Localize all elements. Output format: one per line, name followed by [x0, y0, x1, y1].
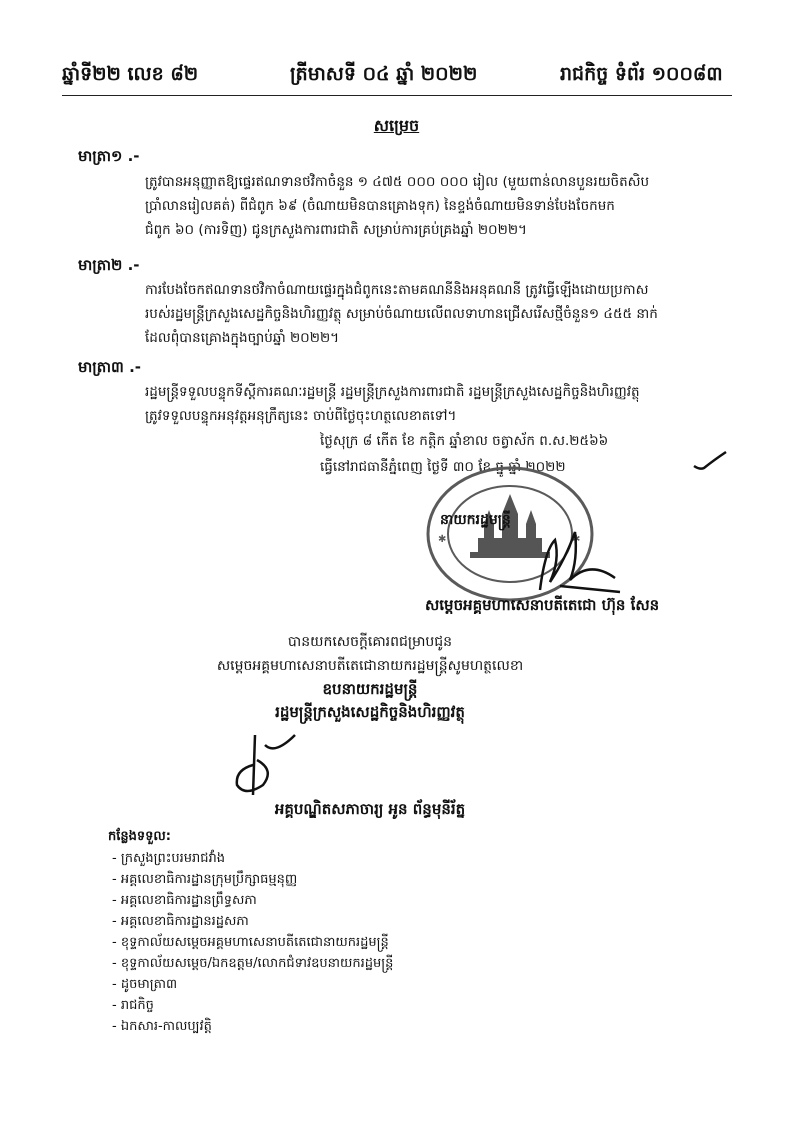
- header-volume: ឆ្នាំទី២២ លេខ ៨២: [62, 63, 199, 85]
- minister-signature-icon: [215, 725, 305, 805]
- article-3-label: មាត្រា៣ .‐: [78, 358, 141, 376]
- article-3-body: [145, 380, 730, 428]
- article-line: ជំពូក ៦០ (ការទិញ) ជូនក្រសួងការពារជាតិ សម្រាប់ការគ្រប់គ្រងឆ្នាំ ២០២២។: [145, 222, 527, 238]
- deputy-pm-title: ឧបនាយករដ្ឋមន្ត្រី: [322, 680, 418, 698]
- cc-item: - អគ្គលេខាធិការដ្ឋានព្រឹទ្ធសភា: [112, 893, 257, 908]
- article-line: រដ្ឋមន្ត្រីទទួលបន្ទុកទីស្តីការគណៈរដ្ឋមន្ត្រី រដ្ឋមន្ត្រីក្រសួងការពារជាតិ រដ្ឋមន្ត្រីក្រសួងសេដ្ឋកិច្ចនិងហិរញ្ញវត្ថុ: [145, 384, 640, 400]
- article-line: ប្រាំលានរៀលគត់) ពីជំពូក ៦៩ (ចំណាយមិនបានគ្រោងទុក) នៃខ្ទង់ចំណាយមិនទាន់បែងចែកមក: [145, 198, 615, 214]
- cc-item: - អគ្គលេខាធិការដ្ឋានរដ្ឋសភា: [112, 914, 249, 929]
- decision-title: សម្រេច: [373, 116, 420, 135]
- header-divider: [62, 95, 732, 96]
- header-quarter: ត្រីមាសទី ០៤ ឆ្នាំ ២០២២: [290, 63, 478, 85]
- cc-item: - រាជកិច្ច: [112, 998, 154, 1013]
- article-line: ការបែងចែកឥណទានថវិកាចំណាយផ្ទេរក្នុងជំពូកនេះតាមគណនីនិងអនុគណនី ត្រូវធ្វើឡើងដោយប្រកាស: [145, 282, 649, 298]
- solar-date: ធ្វើនៅរាជធានីភ្នំពេញ ថ្ងៃទី ៣០ ខែ ធ្នូ ឆ្នាំ ២០២២: [320, 459, 566, 475]
- submitted-line-1: បានយកសេចក្តីគោរពជម្រាបជូន: [287, 634, 453, 650]
- cc-item: - ឯកសារ-កាលប្បវត្តិ: [112, 1019, 212, 1034]
- pm-signature-icon: [520, 520, 630, 600]
- header-page: រាជកិច្ច ទំព័រ ១០០៨៣: [560, 63, 723, 85]
- article-1-body: [145, 170, 730, 242]
- submitted-line-2: សម្តេចអគ្គមហាសេនាបតីតេជោនាយករដ្ឋមន្ត្រីសូមហត្ថលេខា: [216, 658, 524, 674]
- article-2-label: មាត្រា២ .‐: [78, 256, 140, 274]
- minister-name: អគ្គបណ្ឌិតសភាចារ្យ អូន ព័ន្ធមុនីរ័ត្ន: [274, 800, 466, 818]
- svg-text:✱: ✱: [572, 534, 581, 545]
- pm-title: នាយករដ្ឋមន្ត្រី: [440, 512, 511, 528]
- article-line: របស់រដ្ឋមន្ត្រីក្រសួងសេដ្ឋកិច្ចនិងហិរញ្ញវត្ថុ សម្រាប់ចំណាយលើពលទាហានជ្រើសរើសថ្មីចំនួន១ ៤៥៥ នាក់: [145, 306, 658, 322]
- cc-item: - អគ្គលេខាធិការដ្ឋានក្រុមប្រឹក្សាធម្មនុញ្ញ: [112, 872, 298, 887]
- pm-name: សម្តេចអគ្គមហាសេនាបតីតេជោ ហ៊ុន សែន: [425, 596, 660, 614]
- cc-item: - ខុទ្ទកាល័យសម្តេចអគ្គមហាសេនាបតីតេជោនាយករដ្ឋមន្ត្រី: [112, 935, 389, 950]
- cc-item: - ដូចមាត្រា៣: [112, 977, 178, 992]
- check-mark-icon: [690, 448, 730, 474]
- minister-title: រដ្ឋមន្ត្រីក្រសួងសេដ្ឋកិច្ចនិងហិរញ្ញវត្ថុ: [275, 703, 465, 721]
- cc-item: - ខុទ្ទកាល័យសម្តេច/ឯកឧត្តម/លោកជំទាវឧបនាយករដ្ឋមន្ត្រី: [112, 956, 394, 971]
- lunar-date: ថ្ងៃសុក្រ ៨ កើត ខែ កត្តិក ឆ្នាំខាល ចត្វាស័ក ព.ស.២៥៦៦: [320, 433, 609, 449]
- article-line: ត្រូវទទួលបន្ទុកអនុវត្តអនុក្រឹត្យនេះ ចាប់ពីថ្ងៃចុះហត្ថលេខាតទៅ។: [145, 408, 457, 424]
- article-line: ដែលពុំបានគ្រោងក្នុងច្បាប់ឆ្នាំ ២០២២។: [145, 330, 340, 346]
- article-1-label: មាត្រា១ .‐: [78, 147, 140, 165]
- article-line: ត្រូវបានអនុញ្ញាតឱ្យផ្ទេរឥណទានថវិកាចំនួន ១ ៤៧៥ ០០០ ០០០ រៀល (មួយពាន់លានបួនរយចិតសិប: [145, 174, 650, 190]
- article-2-body: [145, 278, 730, 350]
- cc-label: កន្លែងទទួល:: [108, 829, 171, 844]
- svg-text:✱: ✱: [438, 534, 447, 545]
- cc-item: - ក្រសួងព្រះបរមរាជវាំង: [112, 851, 226, 866]
